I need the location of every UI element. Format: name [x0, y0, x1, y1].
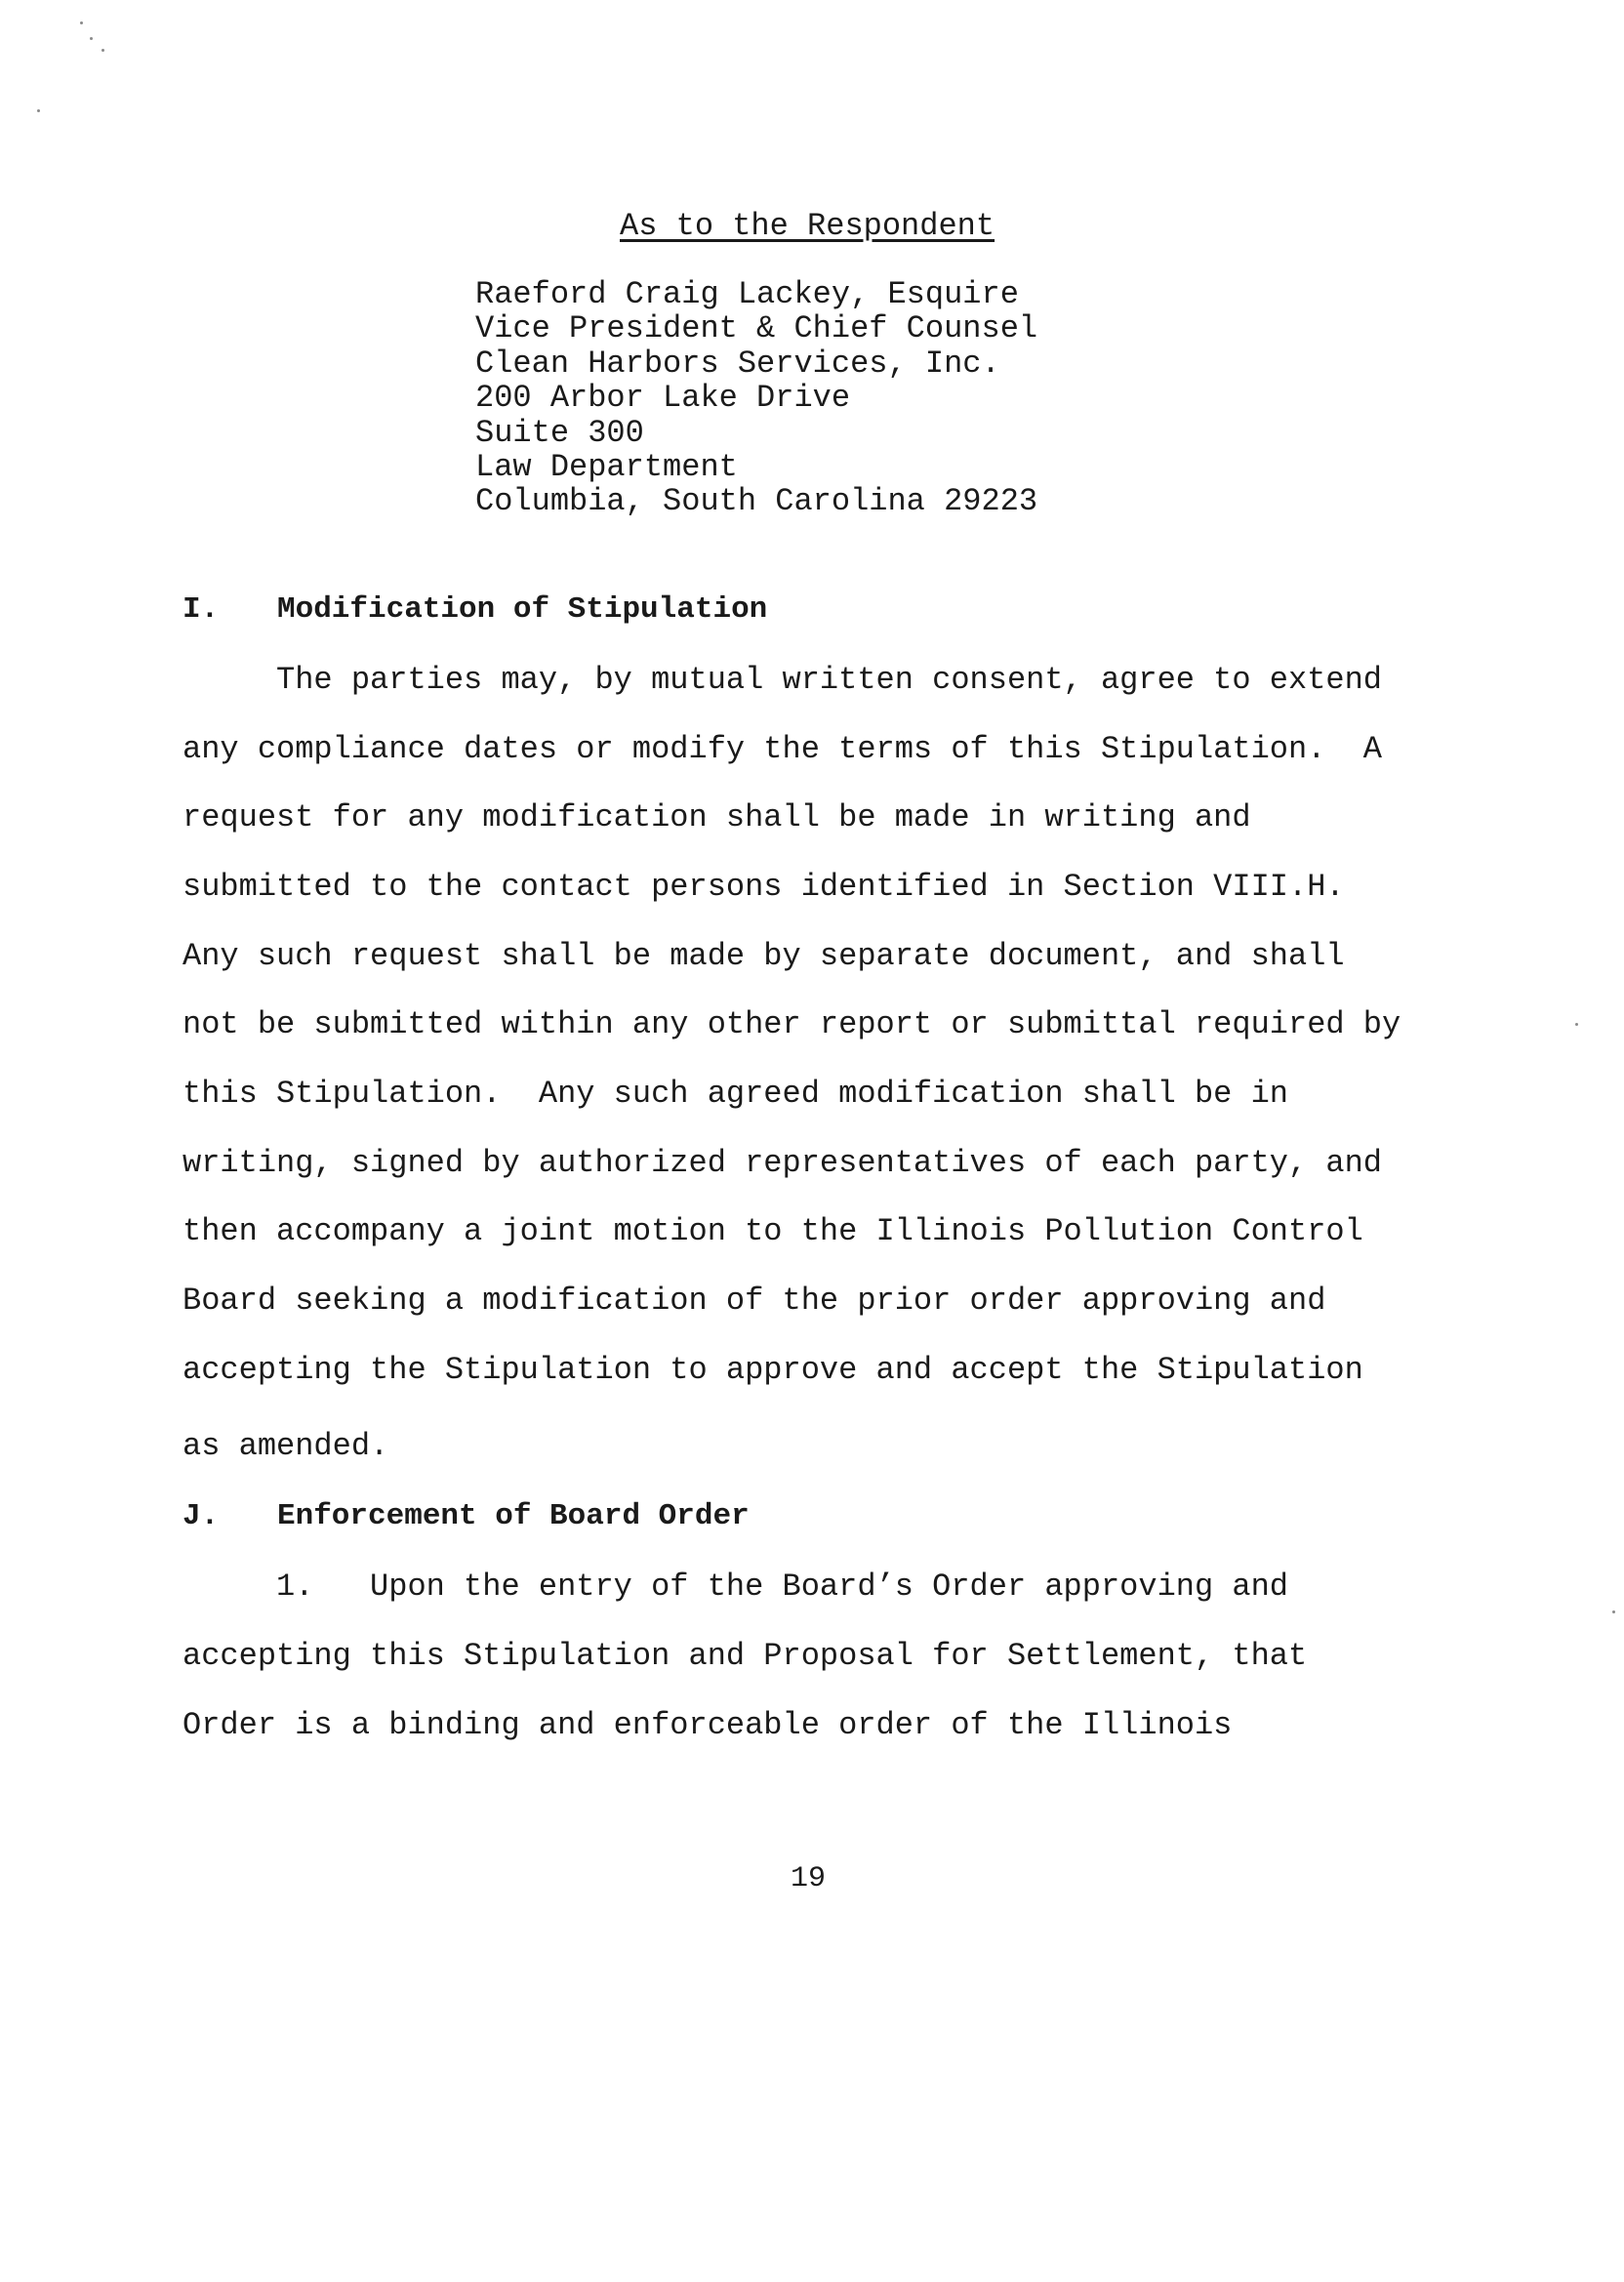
paragraph-line: The parties may, by mutual written consent, agree to extend: [183, 662, 1382, 698]
scan-speck: [1612, 1610, 1615, 1613]
paragraph-line: accepting the Stipulation to approve and accept the Stipulation: [183, 1352, 1363, 1388]
section-number: I.: [183, 592, 220, 627]
scan-speck: [37, 109, 40, 112]
scan-speck: [102, 49, 104, 52]
paragraph-line: request for any modification shall be made in writing and: [183, 799, 1251, 835]
address-line: Vice President & Chief Counsel: [475, 310, 1038, 347]
paragraph-line: Order is a binding and enforceable order of the Illinois: [183, 1707, 1233, 1743]
scan-speck: [80, 21, 83, 24]
section-title: Modification of Stipulation: [277, 592, 768, 627]
paragraph-line: any compliance dates or modify the terms of this Stipulation. A: [183, 731, 1382, 767]
paragraph-line: as amended.: [183, 1428, 389, 1464]
address-line: Raeford Craig Lackey, Esquire: [475, 276, 1019, 312]
paragraph-line: accepting this Stipulation and Proposal for Settlement, that: [183, 1638, 1308, 1674]
address-line: 200 Arbor Lake Drive: [475, 380, 851, 417]
paragraph-line: submitted to the contact persons identified in Section VIII.H.: [183, 869, 1345, 905]
scan-speck: [1575, 1023, 1578, 1026]
respondent-heading: As to the Respondent: [620, 208, 995, 244]
address-line: Clean Harbors Services, Inc.: [475, 345, 1000, 382]
section-j-heading: [183, 1497, 750, 1536]
paragraph-line: then accompany a joint motion to the Illinois Pollution Control: [183, 1213, 1363, 1249]
section-number: J.: [183, 1499, 220, 1533]
address-line: Law Department: [475, 449, 738, 486]
page-number: 19: [791, 1862, 827, 1895]
scan-speck: [90, 37, 93, 40]
respondent-address: [475, 277, 1037, 519]
paragraph-line: not be submitted within any other report or submittal required by: [183, 1006, 1401, 1042]
address-line: Columbia, South Carolina 29223: [475, 483, 1038, 520]
paragraph-line: writing, signed by authorized representatives of each party, and: [183, 1145, 1382, 1181]
paragraph-line: this Stipulation. Any such agreed modification shall be in: [183, 1076, 1288, 1112]
paragraph-line: Board seeking a modification of the prior order approving and: [183, 1283, 1326, 1319]
section-title: Enforcement of Board Order: [277, 1499, 750, 1533]
address-line: Suite 300: [475, 414, 644, 451]
section-i-heading: [183, 591, 767, 630]
paragraph-line: 1. Upon the entry of the Board’s Order approving and: [183, 1569, 1288, 1605]
paragraph-line: Any such request shall be made by separate document, and shall: [183, 938, 1345, 974]
